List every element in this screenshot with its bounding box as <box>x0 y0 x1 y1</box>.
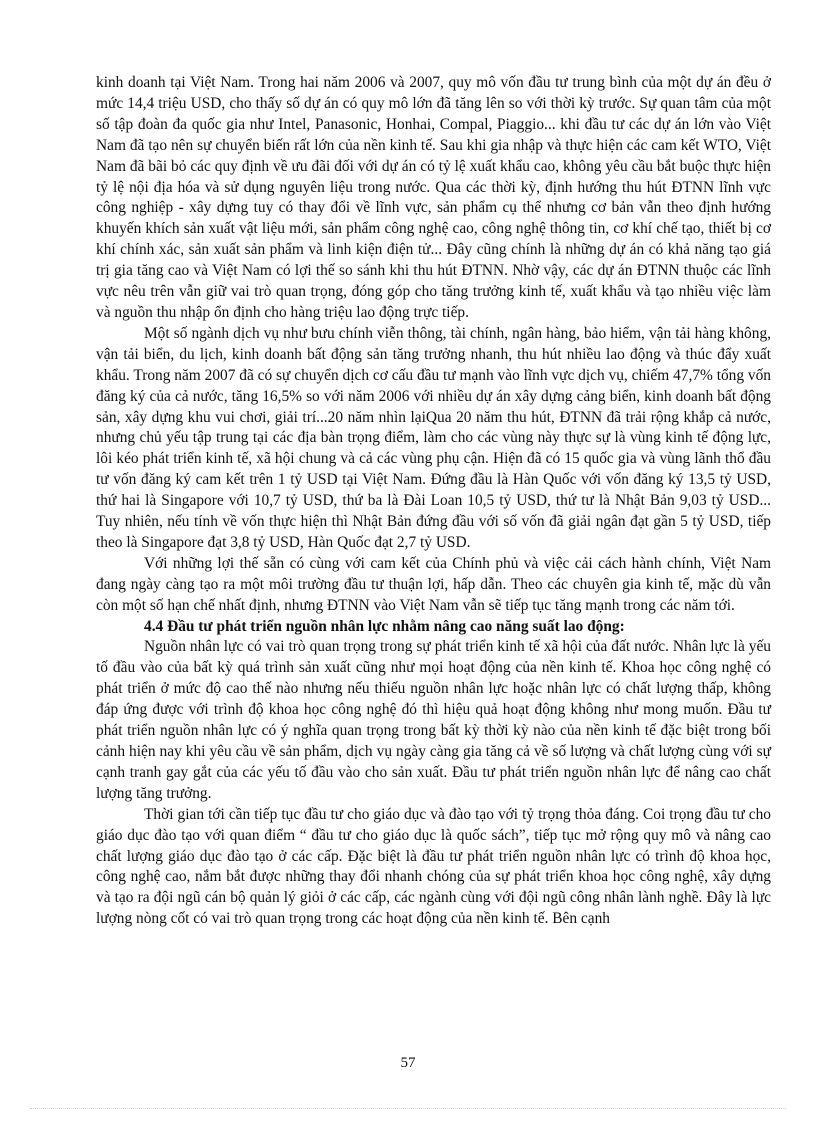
page-body <box>96 73 771 930</box>
page-bottom-divider <box>30 1108 786 1109</box>
paragraph-services-sector: Một số ngành dịch vụ như bưu chính viễn thông, tài chính, ngân hàng, bảo hiểm, vận tải hàng không, vận tải biển, du lịch, kinh doanh bất động sản tăng trưởng nhanh, thu hút nhiều lao động và thúc đẩy xuất khẩu. Trong năm 2007 đã có sự chuyển dịch cơ cấu đầu tư mạnh vào lĩnh vực dịch vụ, chiếm 47,7% tổng vốn đăng ký của cả nước, tăng 16,5% so với năm 2006 với nhiều dự án xây dựng cảng biển, kinh doanh bất động sản, xây dựng khu vui chơi, giải trí...20 năm nhìn lạiQua 20 năm thu hút, ĐTNN đã trải rộng khắp cả nước, nhưng chủ yếu tập trung tại các địa bàn trọng điểm, làm cho các vùng này thực sự là vùng kinh tế động lực, lôi kéo phát triển kinh tế, xã hội chung và cả các vùng phụ cận. Hiện đã có 15 quốc gia và vùng lãnh thổ đầu tư vốn đăng ký cam kết trên 1 tỷ USD tại Việt Nam. Đứng đầu là Hàn Quốc với vốn đăng ký 13,5 tỷ USD, thứ hai là Singapore với 10,7 tỷ USD, thứ ba là Đài Loan 10,5 tỷ USD, thứ tư là Nhật Bản 9,03 tỷ USD... Tuy nhiên, nếu tính về vốn thực hiện thì Nhật Bản đứng đầu với số vốn đã giải ngân đạt gần 5 tỷ USD, tiếp theo là Singapore đạt 3,8 tỷ USD, Hàn Quốc đạt 2,7 tỷ USD. <box>96 324 771 551</box>
paragraph-human-resources: Nguồn nhân lực có vai trò quan trọng trong sự phát triển kinh tế xã hội của đất nước. Nhân lực là yếu tố đầu vào của bất kỳ quá trình sản xuất cũng như mọi hoạt động của nền kinh tế. Khoa học công nghệ có phát triển ở mức độ cao thế nào nhưng nếu thiếu nguồn nhân lực hoặc nhân lực có chất lượng thấp, không đáp ứng được với trình độ khoa học công nghệ đó thì hiệu quả hoạt động không như mong muốn. Đầu tư phát triển nguồn nhân lực có ý nghĩa quan trọng trong bất kỳ thời kỳ nào của nền kinh tế đặc biệt trong bối cảnh hiện nay khi yêu cầu về sản phẩm, dịch vụ ngày càng gia tăng cả về số lượng và chất lượng cùng với sự cạnh tranh gay gắt của các yếu tố đầu vào cho sản xuất. Đầu tư phát triển nguồn nhân lực để nâng cao chất lượng tăng trưởng. <box>96 638 771 802</box>
paragraph-education-investment: Thời gian tới cần tiếp tục đầu tư cho giáo dục và đào tạo với tỷ trọng thỏa đáng. Coi trọng đầu tư cho giáo dục đào tạo với quan điểm “ đầu tư cho giáo dục là quốc sách”, tiếp tục mở rộng quy mô và nâng cao chất lượng giáo dục đào tạo ở các cấp. Đặc biệt là đầu tư phát triển nguồn nhân lực có trình độ khoa học, công nghệ cao, nắm bắt được những thay đổi nhanh chóng của sự phát triển khoa học công nghệ, xây dựng và tạo ra đội ngũ cán bộ quản lý giỏi ở các cấp, các ngành cùng với đội ngũ công nhân lành nghề. Đây là lực lượng nòng cốt có vai trò quan trọng trong các hoạt động của nền kinh tế. Bên cạnh <box>96 805 771 928</box>
section-heading-4-4: 4.4 Đầu tư phát triển nguồn nhân lực nhằm nâng cao năng suất lao động: <box>144 617 625 635</box>
paragraph-fdi-overview: kinh doanh tại Việt Nam. Trong hai năm 2006 và 2007, quy mô vốn đầu tư trung bình của một dự án đều ở mức 14,4 triệu USD, cho thấy số dự án có quy mô lớn đã tăng lên so với thời kỳ trước. Sự quan tâm của một số tập đoàn đa quốc gia như Intel, Panasonic, Honhai, Compal, Piaggio... khi đầu tư các dự án lớn vào Việt Nam đã tạo nên sự chuyển biến rất lớn của nền kinh tế. Sau khi gia nhập và thực hiện các cam kết WTO, Việt Nam đã bãi bỏ các quy định về ưu đãi đối với dự án có tỷ lệ xuất khẩu cao, không yêu cầu bắt buộc thực hiện tỷ lệ nội địa hóa và sử dụng nguyên liệu trong nước. Qua các thời kỳ, định hướng thu hút ĐTNN lĩnh vực công nghiệp - xây dựng tuy có thay đổi về lĩnh vực, sản phẩm cụ thể nhưng cơ bản vẫn theo định hướng khuyến khích sản xuất vật liệu mới, sản phẩm công nghệ cao, công nghệ thông tin, cơ khí chế tạo, thiết bị cơ khí chính xác, sản xuất sản phẩm và linh kiện điện tử... Đây cũng chính là những dự án có khả năng tạo giá trị gia tăng cao và Việt Nam có lợi thế so sánh khi thu hút ĐTNN. Nhờ vậy, các dự án ĐTNN thuộc các lĩnh vực nêu trên vẫn giữ vai trò quan trọng, đóng góp cho tăng trưởng kinh tế, xuất khẩu và tạo nhiều việc làm và nguồn thu nhập ổn định cho hàng triệu lao động trực tiếp. <box>96 74 771 321</box>
paragraph-investment-outlook: Với những lợi thế sẵn có cùng với cam kết của Chính phủ và việc cải cách hành chính, Việt Nam đang ngày càng tạo ra một môi trường đầu tư thuận lợi, hấp dẫn. Theo các chuyên gia kinh tế, mặc dù vẫn còn một số hạn chế nhất định, nhưng ĐTNN vào Việt Nam vẫn sẽ tiếp tục tăng mạnh trong các năm tới. <box>96 554 771 614</box>
page-number: 57 <box>400 1055 416 1071</box>
